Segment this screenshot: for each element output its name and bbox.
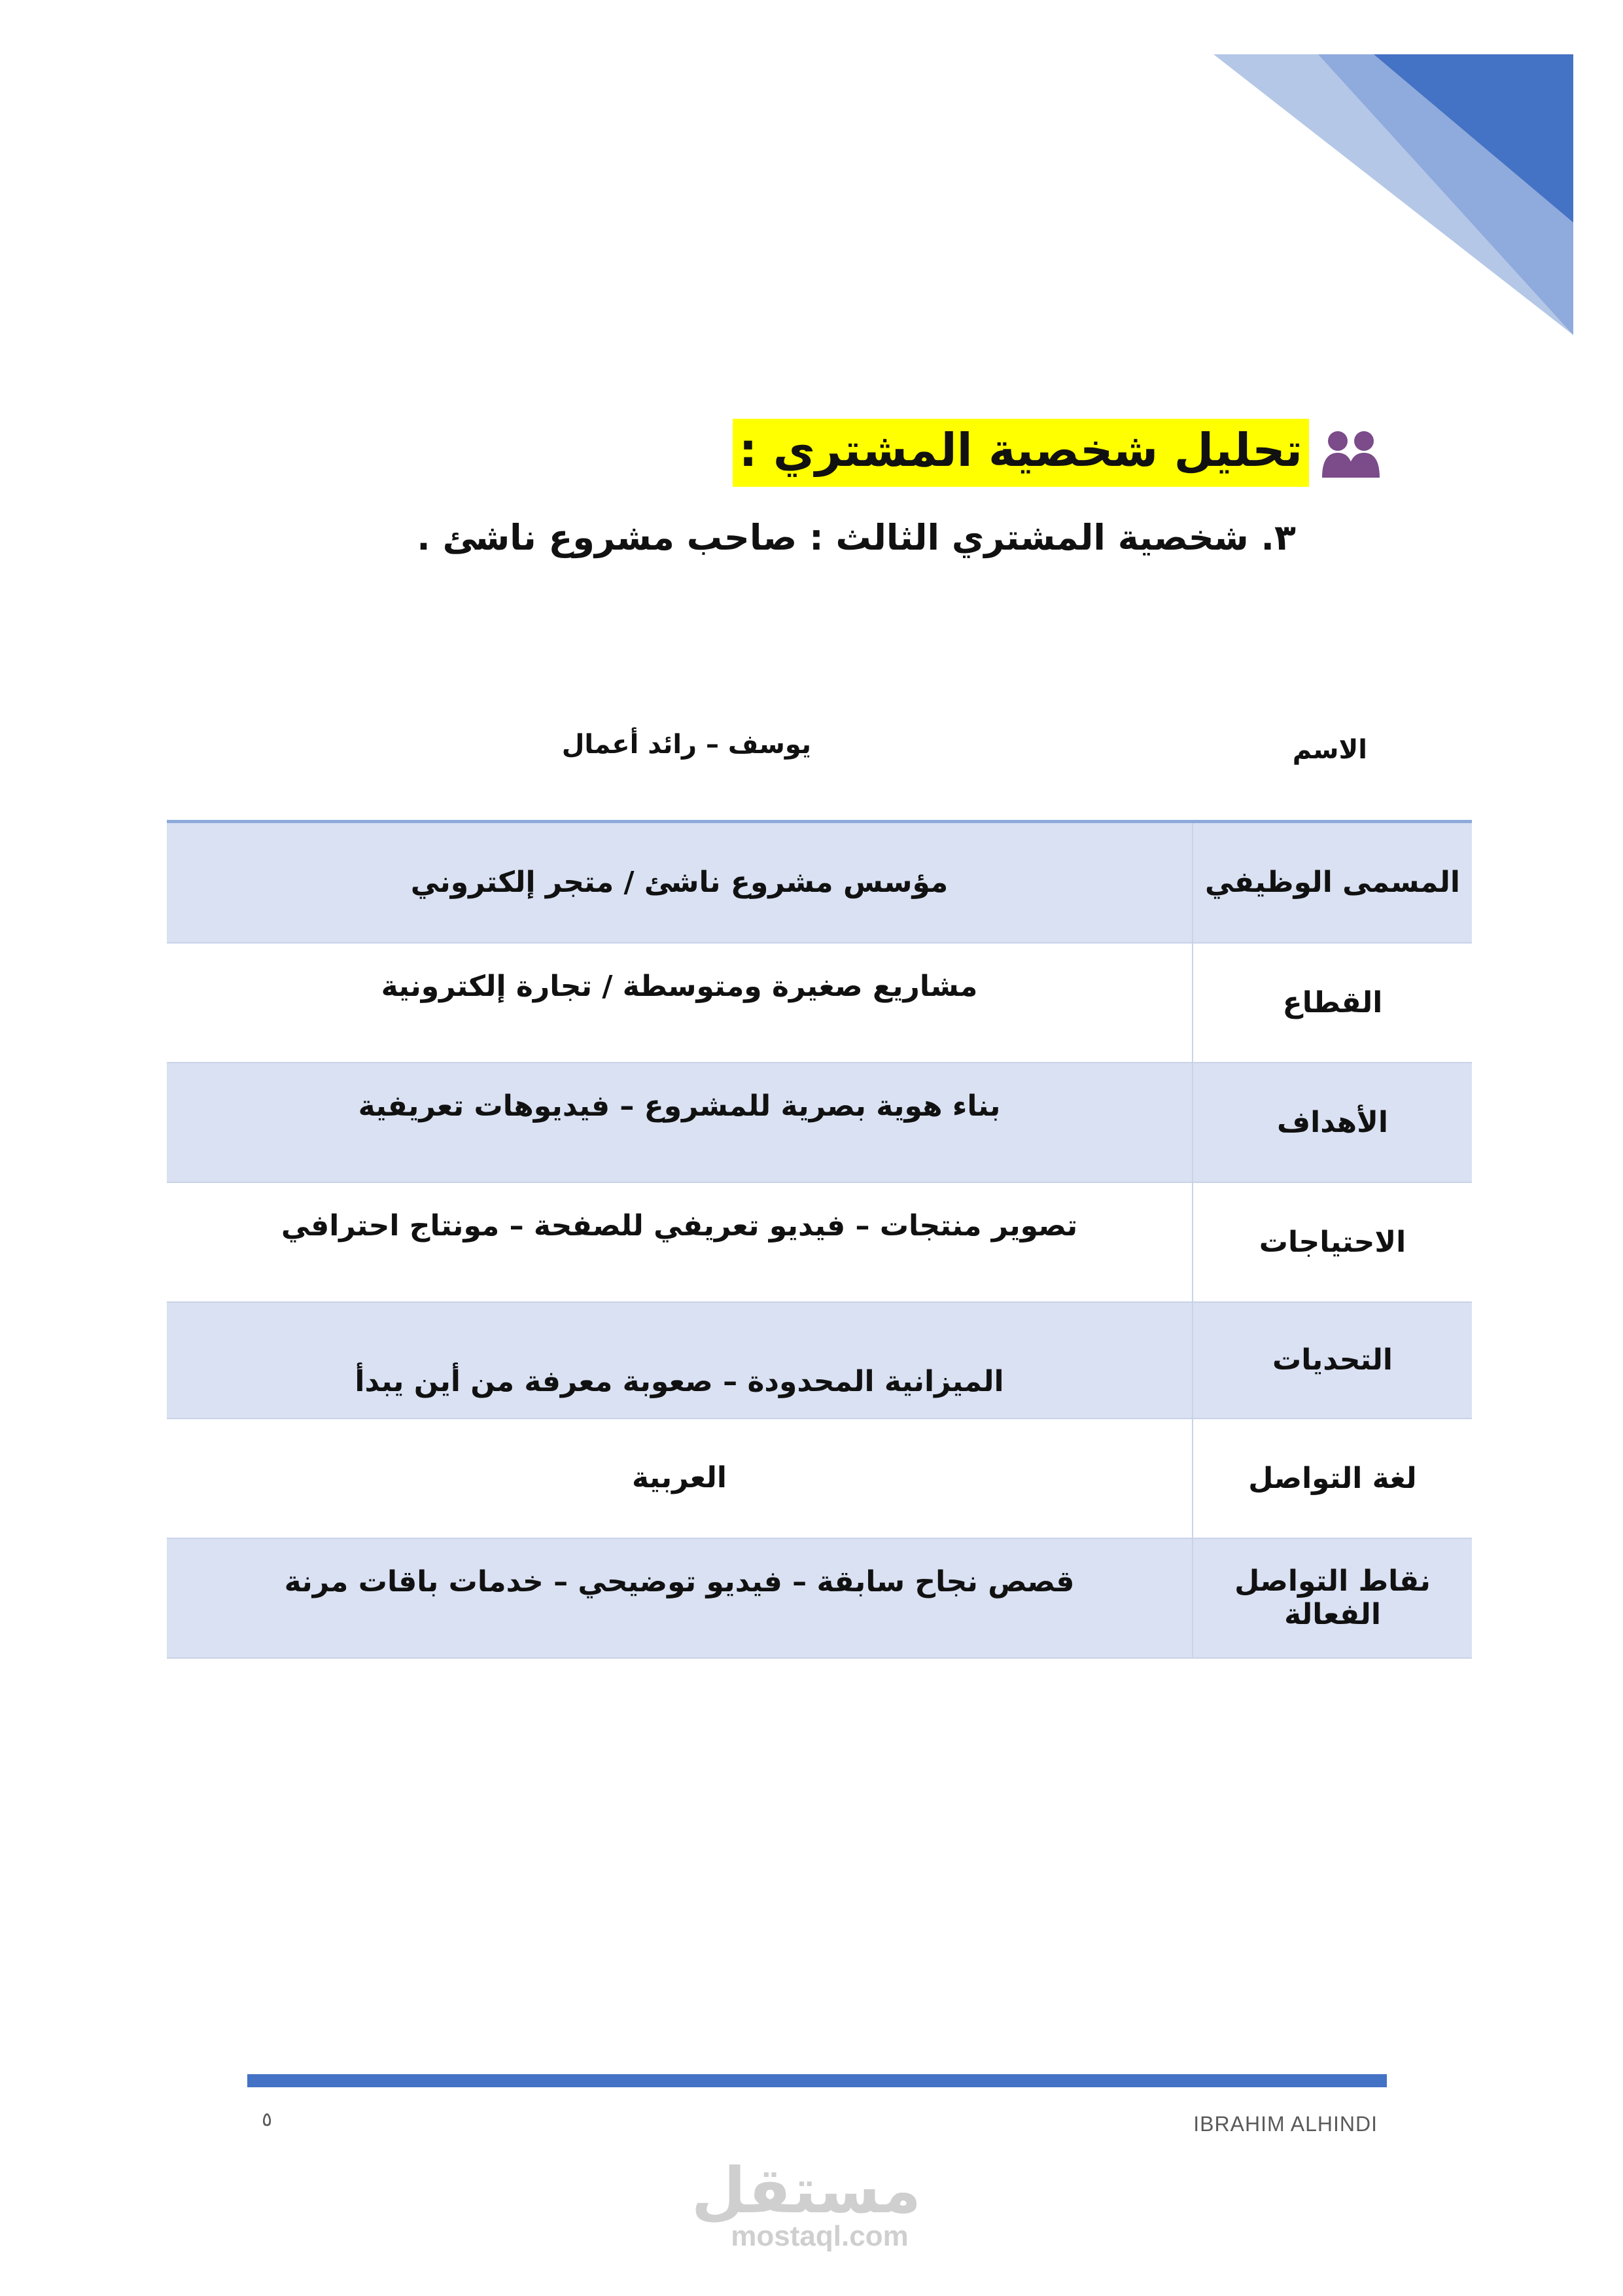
- name-label: الاسم: [1292, 735, 1367, 765]
- table-row: [167, 1063, 1472, 1182]
- table-row: [167, 943, 1472, 1063]
- page-title: تحليل شخصية المشتري :: [733, 419, 1309, 487]
- row-label: الأهداف: [1193, 1063, 1472, 1182]
- row-value: بناء هوية بصرية للمشروع – فيديوهات تعريفية: [167, 1063, 1193, 1182]
- row-label: نقاط التواصل الفعالة: [1193, 1538, 1472, 1658]
- watermark-url: mostaql.com: [731, 2220, 909, 2252]
- people-icon: [1321, 427, 1381, 479]
- row-value: تصوير منتجات – فيديو تعريفي للصفحة – مونتاج احترافي: [167, 1182, 1193, 1302]
- row-label: القطاع: [1193, 943, 1472, 1063]
- row-value: مؤسس مشروع ناشئ / متجر إلكتروني: [167, 822, 1193, 943]
- row-label: الاحتياجات: [1193, 1182, 1472, 1302]
- name-value: يوسف – رائد أعمال: [561, 730, 811, 760]
- section-heading: [733, 419, 1381, 487]
- row-value: قصص نجاح سابقة – فيديو توضيحي – خدمات باقات مرنة: [167, 1538, 1193, 1658]
- table-row: [167, 1419, 1472, 1538]
- table-row: [167, 1182, 1472, 1302]
- row-label: المسمى الوظيفي: [1193, 822, 1472, 943]
- page-number: ٥: [262, 2108, 273, 2131]
- row-label: التحديات: [1193, 1302, 1472, 1419]
- table-row: [167, 1302, 1472, 1419]
- row-value: الميزانية المحدودة – صعوبة معرفة من أين يبدأ: [167, 1302, 1193, 1419]
- footer-author: IBRAHIM ALHINDI: [1193, 2112, 1378, 2136]
- corner-decoration: [0, 0, 1623, 393]
- persona-name-row: [167, 723, 1472, 782]
- table-row: [167, 1538, 1472, 1658]
- footer-rule: [247, 2074, 1387, 2087]
- watermark-logo: مستقل: [691, 2154, 921, 2227]
- watermark: [691, 2154, 921, 2252]
- persona-table: [167, 820, 1472, 1659]
- row-label: لغة التواصل: [1193, 1419, 1472, 1538]
- persona-subheading: ٣. شخصية المشتري الثالث : صاحب مشروع ناشئ .: [417, 517, 1296, 558]
- row-value: مشاريع صغيرة ومتوسطة / تجارة إلكترونية: [167, 943, 1193, 1063]
- table-row: [167, 822, 1472, 943]
- row-value: العربية: [167, 1419, 1193, 1538]
